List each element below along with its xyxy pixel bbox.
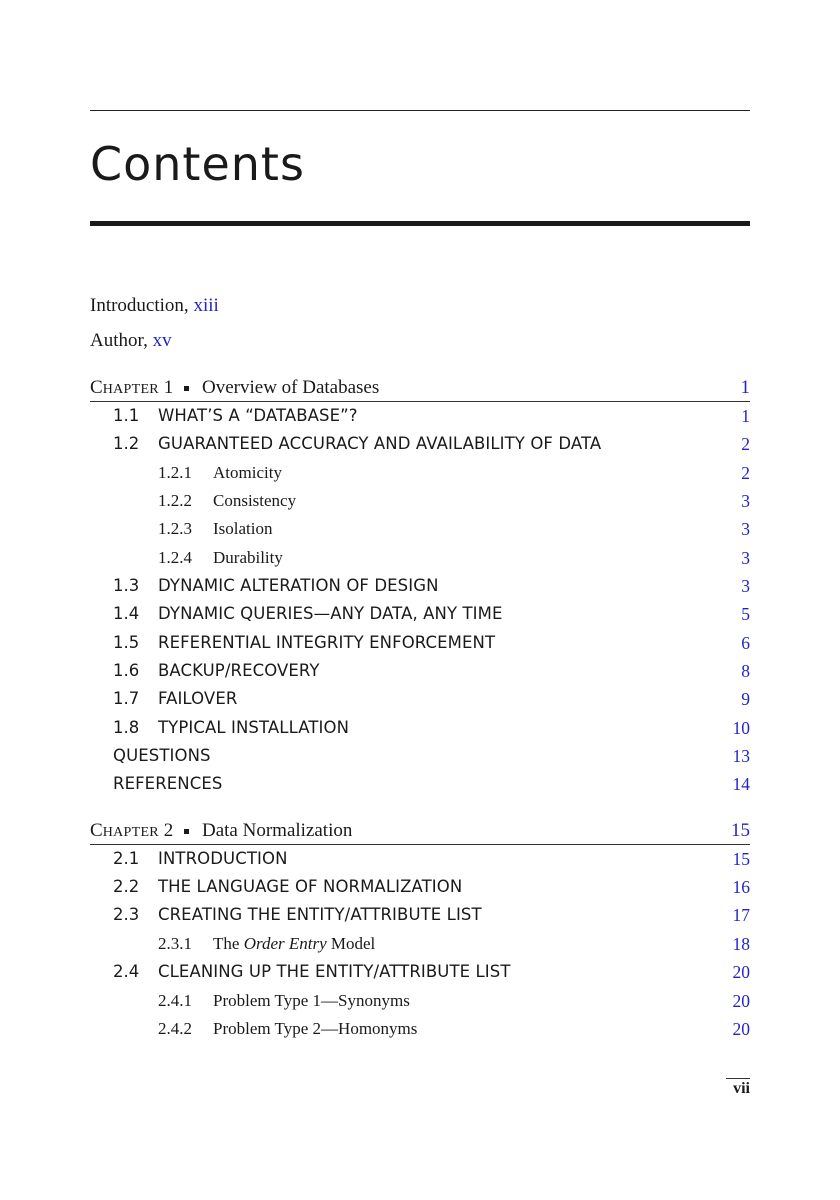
page-title: Contents [90,137,305,191]
section-number: 1.4 [113,604,140,623]
chapter-page-link[interactable]: 15 [731,820,750,841]
toc-subentry [90,489,750,513]
toc-entry [90,631,750,655]
chapter-number: 2 [163,820,174,841]
toc-entry [90,687,750,711]
toc-subentry [90,546,750,570]
contents-page [90,0,750,1200]
page-link[interactable]: 15 [732,849,750,869]
toc-front-author [90,329,172,353]
section-number: 1.2.3 [158,519,192,538]
bullet-square-icon [184,829,189,834]
front-label: Author, [90,330,153,351]
section-number: 1.1 [113,406,140,425]
section-label: Problem Type 1—Synonyms [213,991,410,1010]
chapter-page-link[interactable]: 1 [740,377,750,398]
page-link[interactable]: 9 [741,689,750,709]
section-label: THE LANGUAGE OF NORMALIZATION [158,877,463,896]
page-link[interactable]: 14 [732,774,750,794]
toc-entry [90,659,750,683]
toc-entry [90,744,750,768]
chapter-heading [90,375,750,402]
section-label: GUARANTEED ACCURACY AND AVAILABILITY OF DATA [158,434,602,453]
section-number: 1.3 [113,576,140,595]
section-label: Problem Type 2—Homonyms [213,1019,418,1038]
front-page-link[interactable]: xiii [193,295,219,316]
title-rule [90,221,750,226]
section-label: REFERENTIAL INTEGRITY ENFORCEMENT [158,633,496,652]
section-number: 2.3 [113,905,140,924]
chapter-label: CHAPTER 1 [90,377,174,398]
section-label: Isolation [213,519,273,538]
toc-entry [90,716,750,740]
page-link[interactable]: 20 [732,991,750,1011]
section-label: TYPICAL INSTALLATION [158,718,350,737]
page-link[interactable]: 16 [732,877,750,897]
page-link[interactable]: 5 [741,604,750,624]
page-link[interactable]: 2 [741,434,750,454]
page-link[interactable]: 1 [741,406,750,426]
toc-subentry [90,1017,750,1041]
toc-front-introduction [90,294,219,318]
chapter-number: 1 [163,377,174,398]
page-link[interactable]: 3 [741,548,750,568]
section-number: 2.3.1 [158,934,192,953]
page-link[interactable]: 10 [732,718,750,738]
page-link[interactable]: 13 [732,746,750,766]
page-link[interactable]: 3 [741,491,750,511]
section-label: Consistency [213,491,297,510]
chapter-heading [90,818,750,845]
toc-subentry [90,932,750,956]
toc-entry [90,847,750,871]
toc-entry [90,772,750,796]
section-number: 2.2 [113,877,140,896]
section-label: INTRODUCTION [158,849,288,868]
section-number: 2.1 [113,849,140,868]
section-label: DYNAMIC ALTERATION OF DESIGN [158,576,439,595]
section-label: CLEANING UP THE ENTITY/ATTRIBUTE LIST [158,962,511,981]
section-number: 1.8 [113,718,140,737]
page-link[interactable]: 6 [741,633,750,653]
section-label: CREATING THE ENTITY/ATTRIBUTE LIST [158,905,482,924]
section-number: 1.6 [113,661,140,680]
chapter-title: Overview of Databases [202,377,380,398]
chapter-label: CHAPTER 2 [90,820,174,841]
page-link[interactable]: 20 [732,962,750,982]
toc-subentry [90,989,750,1013]
toc-entry [90,960,750,984]
page-link[interactable]: 17 [732,905,750,925]
section-number: 2.4 [113,962,140,981]
page-link[interactable]: 18 [732,934,750,954]
section-label: BACKUP/RECOVERY [158,661,320,680]
page-number: vii [726,1078,750,1098]
section-number: 1.2.4 [158,548,192,567]
section-label: QUESTIONS [113,746,211,765]
section-number: 1.7 [113,689,140,708]
section-number: 1.5 [113,633,140,652]
toc-subentry [90,517,750,541]
toc-entry [90,903,750,927]
section-label: Durability [213,548,283,567]
page-link[interactable]: 20 [732,1019,750,1039]
toc-subentry [90,461,750,485]
section-label: Atomicity [213,463,282,482]
toc-entry [90,574,750,598]
section-label: REFERENCES [113,774,223,793]
chapter-title: Data Normalization [202,820,353,841]
page-link[interactable]: 8 [741,661,750,681]
section-number: 1.2.2 [158,491,192,510]
toc-entry [90,404,750,428]
section-number: 1.2.1 [158,463,192,482]
top-rule [90,110,750,111]
section-label: The Order Entry Model [213,934,376,953]
front-page-link[interactable]: xv [152,330,172,351]
toc-entry [90,432,750,456]
section-number: 2.4.1 [158,991,192,1010]
toc-entry [90,875,750,899]
section-label: FAILOVER [158,689,238,708]
bullet-square-icon [184,386,189,391]
toc-entry [90,602,750,626]
page-link[interactable]: 3 [741,576,750,596]
section-label: WHAT’S A “DATABASE”? [158,406,358,425]
page-link[interactable]: 3 [741,519,750,539]
front-label: Introduction, [90,295,194,316]
section-label: DYNAMIC QUERIES—ANY DATA, ANY TIME [158,604,503,623]
section-number: 2.4.2 [158,1019,192,1038]
page-link[interactable]: 2 [741,463,750,483]
section-number: 1.2 [113,434,140,453]
